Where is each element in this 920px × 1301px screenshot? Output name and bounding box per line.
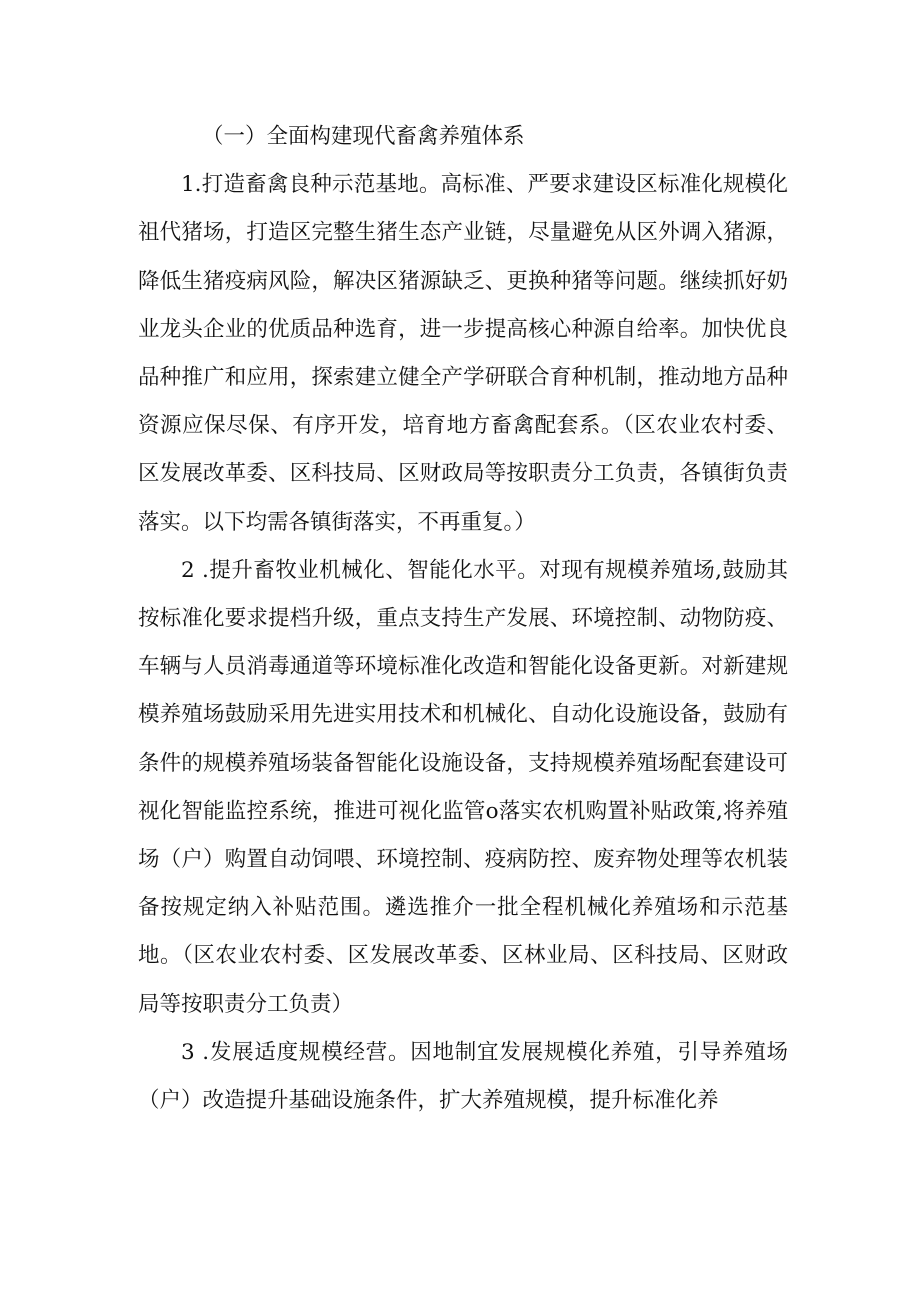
paragraph-mechanization: 2 .提升畜牧业机械化、智能化水平。对现有规模养殖场,鼓励其按标准化要求提档升级，重点支持生产发展、环境控制、动物防疫、车辆与人员消毒通道等环境标准化改造和智能化设备更新。对新建规模养殖场鼓励采用先进实用技术和机械化、自动化设施设备，鼓励有条件的规模养殖场装备智能化设施设备，支持规模养殖场配套建设可视化智能监控系统，推进可视化监管o落实农机购置补贴政策,将养殖场（户）购置自动饲喂、环境控制、疫病防控、废弃物处理等农机装备按规定纳入补贴范围。遴选推介一批全程机械化养殖场和示范基地。（区农业农村委、区发展改革委、区林业局、区科技局、区财政局等按职责分工负责）	[138, 557, 788, 1017]
document-body	[138, 113, 788, 1125]
paragraph-scale-operation: 3 .发展适度规模经营。因地制宜发展规模化养殖，引导养殖场（户）改造提升基础设施条件，扩大养殖规模，提升标准化养	[138, 1039, 788, 1114]
section-heading: （一）全面构建现代畜禽养殖体系	[202, 124, 525, 149]
paragraph-breeding-base: 1.打造畜禽良种示范基地。高标准、严要求建设区标准化规模化祖代猪场，打造区完整生猪生态产业链，尽量避免从区外调入猪源，降低生猪疫病风险，解决区猪源缺乏、更换种猪等问题。继续抓好奶业龙头企业的优质品种选育，进一步提高核心种源自给率。加快优良品种推广和应用，探索建立健全产学研联合育种机制，推动地方品种资源应保尽保、有序开发，培育地方畜禽配套系。（区农业农村委、区发展改革委、区科技局、区财政局等按职责分工负责，各镇街负责落实。以下均需各镇街落实，不再重复。）	[138, 172, 788, 535]
